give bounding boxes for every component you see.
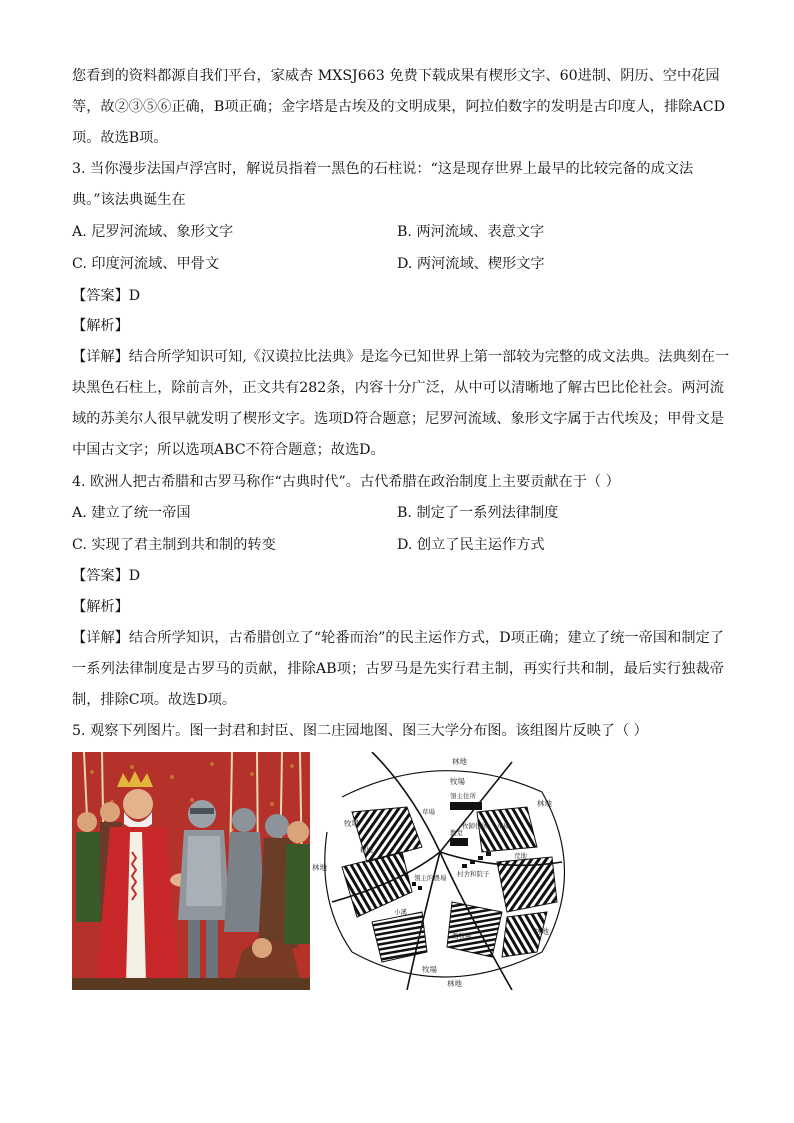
q3-detail-line-2: 块黑色石柱上，除前言外，正文共有282条，内容十分广泛，从中可以清晰地了解古巴比伦社会。两河流: [72, 380, 724, 396]
church-block: [450, 838, 468, 846]
label-forest-top: 林地: [452, 757, 467, 766]
detail-tag: 【详解】: [72, 630, 129, 646]
label-wasteland-left: 草場: [422, 808, 435, 816]
detail-text: 结合所学知识，古希腊创立了“轮番而治”的民主运作方式，D项正确；建立了统一帝国和制定了: [128, 630, 724, 646]
answer-tag: 【答案】: [72, 568, 129, 584]
intro-line-2: 等，故②③⑤⑥正确，B项正确；金字塔是古埃及的文明成果，阿拉伯数字的发明是古印度人，排除ACD: [72, 99, 725, 115]
label-lord-residence: 領主住所: [450, 792, 476, 800]
q4-answer: [72, 566, 140, 586]
q4-option-b: B. 制定了一系列法律制度: [397, 505, 559, 521]
q3-stem-line-2: 典。”该法典诞生在: [72, 192, 186, 208]
label-forest-left: 林地: [312, 863, 327, 872]
label-wasteland-right: 草場: [497, 822, 510, 830]
label-fields-left: 耕地: [360, 846, 373, 854]
q5-stem-line-1: 5. 观察下列图片。图一封君和封臣、图二庄园地图、图三大学分布图。该组图片反映了（ ）: [72, 723, 648, 739]
label-forest-right: 林地: [537, 799, 552, 808]
label-village: 村舍和院子: [457, 870, 490, 878]
answer-value: D: [128, 288, 141, 304]
manor-map-drawing: [312, 752, 576, 990]
label-priest-residence: 牧師住所: [462, 822, 488, 830]
lord-vassal-illustration: [72, 752, 310, 990]
detail-tag: 【详解】: [72, 349, 129, 365]
label-fields-right: 荒地: [514, 852, 527, 860]
answer-value: D: [128, 568, 141, 584]
q4-option-a: A. 建立了统一帝国: [72, 505, 191, 521]
detail-text: 结合所学知识可知,《汉谟拉比法典》是迄今已知世界上第一部较为完整的成文法典。法典刻在一: [128, 349, 730, 365]
q3-option-b: B. 两河流域、表意文字: [397, 224, 545, 240]
label-grassland-sw: 西牧場: [452, 932, 472, 940]
intro-line-1: 您看到的资料都源自我们平台，家威杏 MXSJ663 免费下载成果有楔形文字、60进制、阴历、空中花园: [72, 68, 720, 84]
answer-tag: 【答案】: [72, 288, 129, 304]
q3-answer: [72, 286, 140, 306]
q3-stem-line-1: 3. 当你漫步法国卢浮宫时，解说员指着一黑色的石柱说：“这是现存世界上最早的比较完备的成文法: [72, 161, 694, 177]
label-pasture-top: 牧場: [450, 777, 465, 786]
label-stream: 小溪: [394, 908, 407, 916]
q3-analysis-tag: 【解析】: [72, 318, 129, 334]
lord-vassal-drawing: [72, 752, 310, 990]
q3-option-a: A. 尼罗河流域、象形文字: [72, 224, 234, 240]
label-pasture-bottom: 牧場: [422, 965, 437, 974]
q3-detail-line-1: [72, 347, 730, 367]
q4-analysis-tag: 【解析】: [72, 599, 129, 615]
label-pasture-left: 牧場: [344, 819, 359, 828]
q4-option-c: C. 实现了君主制到共和制的转变: [72, 537, 276, 553]
intro-line-3: 项。故选B项。: [72, 130, 168, 146]
q3-option-d: D. 两河流域、楔形文字: [397, 256, 545, 272]
label-forest-bottom: 林地: [447, 979, 462, 988]
q4-detail-line-3: 制，排除C项。故选D项。: [72, 692, 237, 708]
lord-residence-block: [450, 802, 482, 810]
label-forest-bottom-right: 林地: [534, 927, 549, 936]
q4-stem-line-1: 4. 欧洲人把古希腊和古罗马称作“古典时代”。古代希腊在政治制度上主要贡献在于（ ）: [72, 474, 620, 490]
q3-option-c: C. 印度河流域、甲骨文: [72, 256, 220, 272]
q3-detail-line-4: 中国古文字；所以选项ABC不符合题意；故选D。: [72, 442, 385, 458]
manor-map: [312, 752, 576, 990]
q4-detail-line-1: [72, 628, 724, 648]
label-church: 教堂: [450, 829, 463, 837]
q4-option-d: D. 创立了民主运作方式: [397, 537, 545, 553]
label-lord-demesne: 領主的農場: [414, 874, 447, 882]
q4-detail-line-2: 一系列法律制度是古罗马的贡献，排除AB项；古罗马是先实行君主制，再实行共和制，最后实行独裁帝: [72, 661, 724, 677]
q3-detail-line-3: 域的苏美尔人很早就发明了楔形文字。选项D符合题意；尼罗河流域、象形文字属于古代埃及；甲骨文是: [72, 411, 724, 427]
